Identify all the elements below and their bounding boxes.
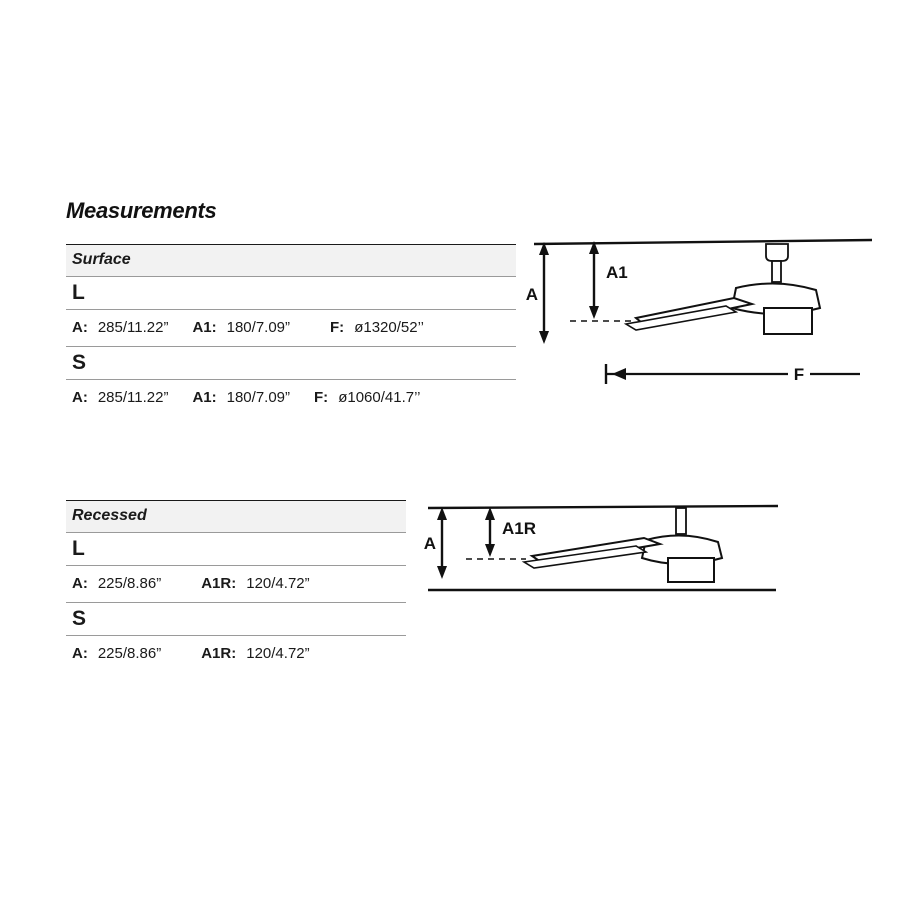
spec-value: 225/8.86” [97, 645, 162, 663]
spec-key: A1: [192, 319, 217, 337]
page-title: Measurements [66, 198, 217, 223]
spec-value: ø1060/41.7’’ [338, 389, 421, 407]
surface-measurements-table [66, 244, 516, 416]
spec-value: 225/8.86” [97, 575, 162, 593]
label-a: A [423, 534, 436, 553]
spec-key: A1: [192, 389, 217, 407]
recessed-fan-diagram [420, 498, 800, 618]
spec-key: A1R: [201, 575, 237, 593]
surface-section-header: Surface [66, 244, 516, 277]
spec-key: A: [72, 645, 88, 663]
spec-key: A: [72, 319, 88, 337]
dimension-arrow-a1r [485, 507, 495, 557]
ceiling-line [428, 506, 778, 508]
surface-size-l-label: L [66, 277, 516, 310]
recessed-section-header: Recessed [66, 500, 406, 533]
recessed-measurements-table [66, 500, 406, 672]
fan-motor-housing [732, 283, 820, 334]
spec-value: 120/4.72” [246, 575, 310, 593]
spec-key: F: [314, 389, 329, 407]
surface-size-s-label: S [66, 347, 516, 380]
dimension-arrow-f [606, 364, 860, 384]
dimension-arrow-a [539, 242, 549, 344]
label-a: A [525, 285, 538, 304]
label-f: F [793, 365, 805, 384]
surface-size-l-specs [66, 310, 516, 347]
fan-mount [766, 244, 788, 282]
surface-size-s-specs [66, 380, 516, 416]
recessed-size-s-specs [66, 636, 406, 672]
spec-key: F: [330, 319, 345, 337]
recessed-size-s-label: S [66, 603, 406, 636]
recessed-size-l-specs [66, 566, 406, 603]
spec-key: A: [72, 389, 88, 407]
label-a1: A1 [606, 263, 628, 282]
fan-blades [524, 538, 660, 568]
spec-value: 120/4.72” [246, 645, 310, 663]
spec-value: 180/7.09” [226, 389, 291, 407]
spec-value: 285/11.22” [97, 389, 169, 407]
spec-key: A: [72, 575, 88, 593]
spec-key: A1R: [201, 645, 237, 663]
dimension-arrow-a [437, 507, 447, 579]
surface-fan-diagram [520, 228, 880, 398]
spec-value: 180/7.09” [226, 319, 291, 337]
recessed-size-l-label: L [66, 533, 406, 566]
fan-blades [626, 298, 752, 330]
dimension-arrow-a1 [589, 241, 599, 319]
label-a1r: A1R [502, 519, 537, 538]
ceiling-line [534, 240, 872, 244]
spec-value: ø1320/52’’ [354, 319, 424, 337]
spec-value: 285/11.22” [97, 319, 169, 337]
fan-mount [676, 508, 686, 534]
